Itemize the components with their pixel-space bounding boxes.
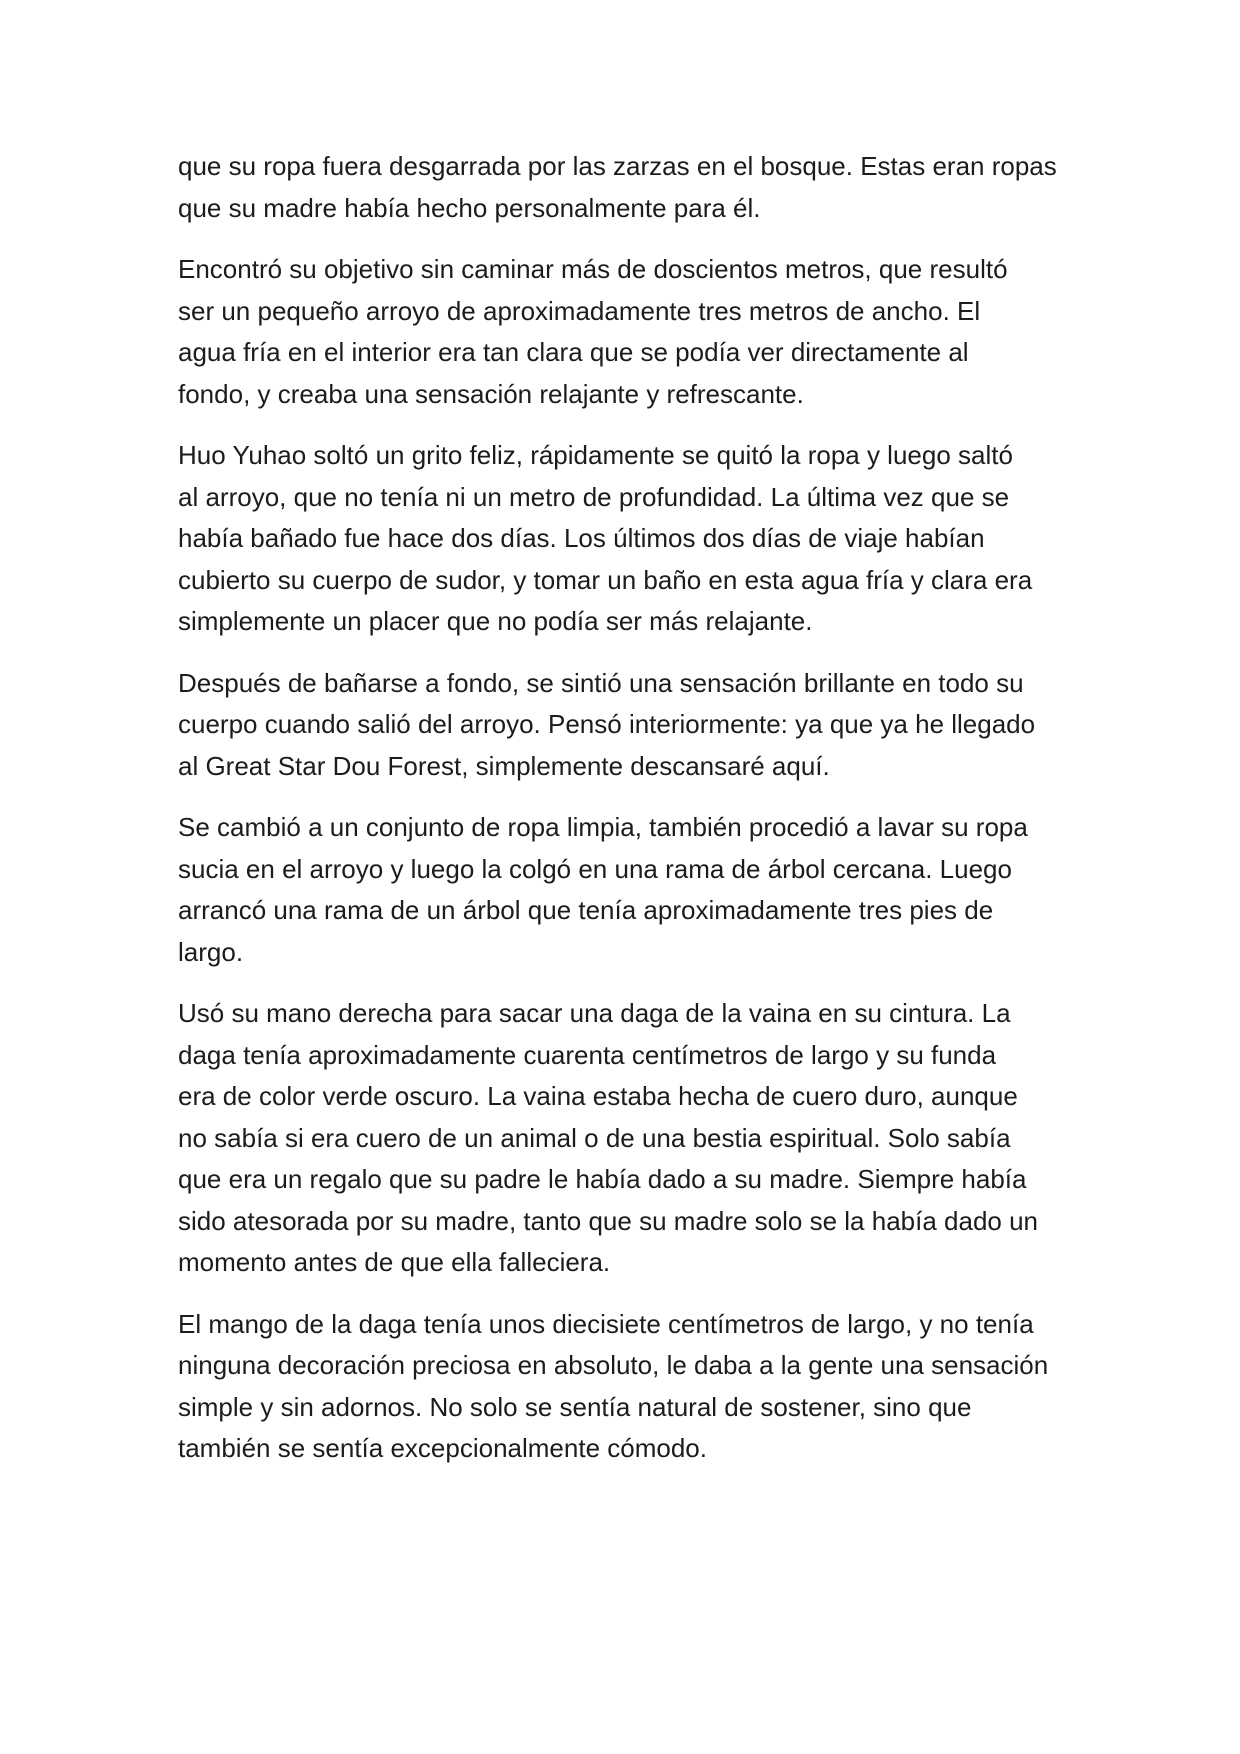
paragraph: Encontró su objetivo sin caminar más de doscientos metros, que resultó ser un pequeño arroyo de aproximadamente tres metros de ancho. El agua fría en el interior era tan clara que se podía ver directamente al fondo, y creaba una sensación relajante y refrescante. bbox=[178, 254, 1008, 409]
page-body bbox=[178, 146, 1078, 1490]
paragraph: Se cambió a un conjunto de ropa limpia, también procedió a lavar su ropa sucia en el arroyo y luego la colgó en una rama de árbol cercana. Luego arrancó una rama de un árbol que tenía aproximadamente tres pies de largo. bbox=[178, 812, 1028, 967]
paragraph: que su ropa fuera desgarrada por las zarzas en el bosque. Estas eran ropas que su madre había hecho personalmente para él. bbox=[178, 151, 1057, 223]
paragraph: El mango de la daga tenía unos diecisiete centímetros de largo, y no tenía ninguna decoración preciosa en absoluto, le daba a la gente una sensación simple y sin adornos. No solo se sentía natural de sostener, sino que también se sentía excepcionalmente cómodo. bbox=[178, 1308, 1049, 1463]
paragraph: Usó su mano derecha para sacar una daga de la vaina en su cintura. La daga tenía aproximadamente cuarenta centímetros de largo y su funda era de color verde oscuro. La vaina estaba hecha de cuero duro, aunque no sabía si era cuero de un animal o de una bestia espiritual. Solo sabía que era un regalo que su padre le había dado a su madre. Siempre había sido atesorada por su madre, tanto que su madre solo se la había dado un momento antes de que ella falleciera. bbox=[178, 998, 1039, 1277]
paragraph: Huo Yuhao soltó un grito feliz, rápidamente se quitó la ropa y luego saltó al arroyo, que no tenía ni un metro de profundidad. La última vez que se había bañado fue hace dos días. Los últimos dos días de viaje habían cubierto su cuerpo de sudor, y tomar un baño en esta agua fría y clara era simplemente un placer que no podía ser más relajante. bbox=[178, 440, 1033, 636]
paragraph: Después de bañarse a fondo, se sintió una sensación brillante en todo su cuerpo cuando salió del arroyo. Pensó interiormente: ya que ya he llegado al Great Star Dou Forest, simplemente descansaré aquí. bbox=[178, 667, 1036, 781]
